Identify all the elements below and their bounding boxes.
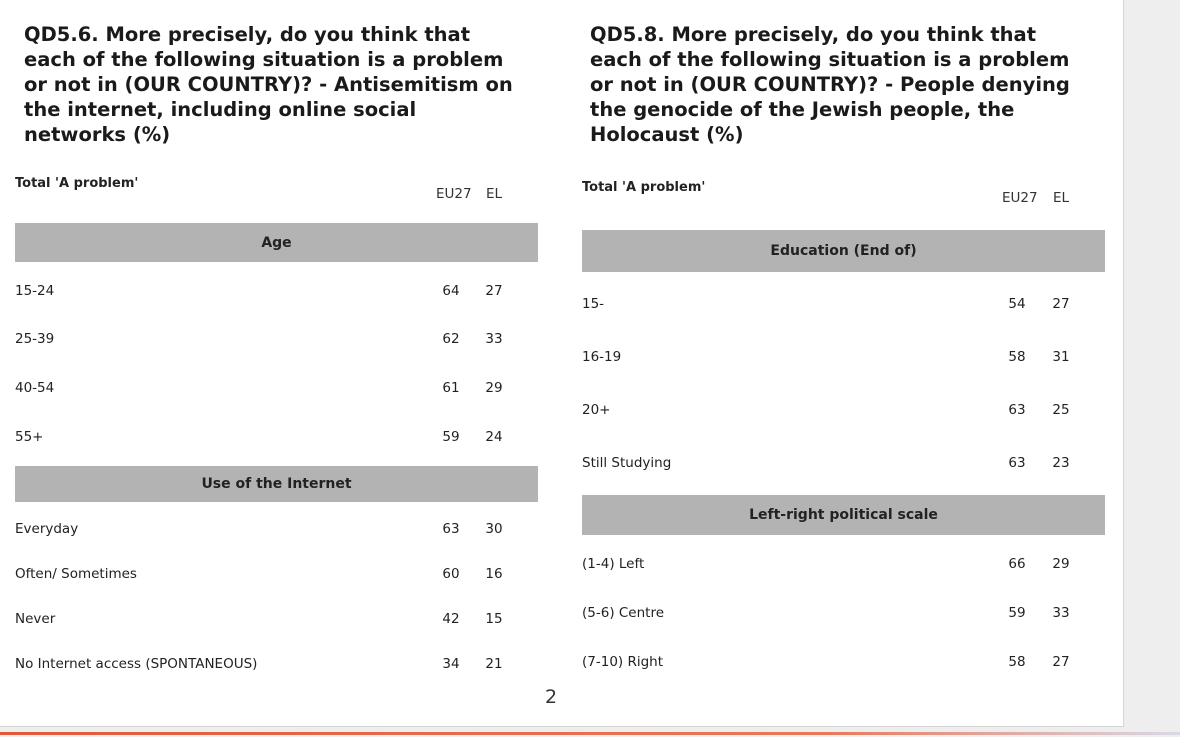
row-value-el: 27 (1052, 296, 1070, 312)
row-label: Everyday (15, 521, 79, 537)
row-value-el: 16 (485, 566, 503, 582)
row-value-eu27: 63 (1008, 402, 1026, 418)
table-row (15, 380, 538, 400)
table-row (15, 566, 538, 586)
right-col-header-el: EL (1052, 190, 1070, 206)
row-value-eu27: 64 (442, 283, 460, 299)
left-question-title: QD5.6. More precisely, do you think that each of the following situation is a problem or not in (OUR COUNTRY)? - Antisemitism on the internet, including online social networks (%) (24, 23, 513, 146)
row-value-el: 21 (485, 656, 503, 672)
row-value-eu27: 61 (442, 380, 460, 396)
row-value-eu27: 63 (442, 521, 460, 537)
left-total-label: Total 'A problem' (15, 176, 139, 191)
row-label: 16-19 (582, 349, 622, 365)
table-row (582, 455, 1105, 475)
row-value-eu27: 58 (1008, 349, 1026, 365)
page-number: 2 (545, 686, 558, 708)
table-row (582, 402, 1105, 422)
row-value-eu27: 34 (442, 656, 460, 672)
table-row (582, 556, 1105, 576)
row-value-el: 15 (485, 611, 503, 627)
row-value-eu27: 62 (442, 331, 460, 347)
table-row (582, 296, 1105, 316)
row-value-eu27: 59 (1008, 605, 1026, 621)
footer-accent-bar (0, 732, 1180, 735)
row-value-eu27: 66 (1008, 556, 1026, 572)
row-value-el: 27 (1052, 654, 1070, 670)
right-total-label: Total 'A problem' (582, 180, 706, 195)
row-label: (5-6) Centre (582, 605, 665, 621)
row-label: 25-39 (15, 331, 55, 347)
table-row (15, 611, 538, 631)
row-value-el: 29 (1052, 556, 1070, 572)
row-value-el: 33 (485, 331, 503, 347)
row-label: Often/ Sometimes (15, 566, 137, 582)
table-row (15, 521, 538, 541)
right-col-header-eu27: EU27 (1002, 190, 1038, 206)
row-label: No Internet access (SPONTANEOUS) (15, 656, 258, 672)
row-value-eu27: 54 (1008, 296, 1026, 312)
right-section-header-political-scale: Left-right political scale (582, 495, 1105, 535)
table-row (15, 283, 538, 303)
table-row (582, 605, 1105, 625)
row-value-el: 31 (1052, 349, 1070, 365)
row-label: 15-24 (15, 283, 55, 299)
row-label: 20+ (582, 402, 611, 418)
left-section-header-age: Age (15, 223, 538, 262)
row-value-el: 24 (485, 429, 503, 445)
table-row (15, 331, 538, 351)
right-section-header-education: Education (End of) (582, 230, 1105, 272)
row-label: 15- (582, 296, 605, 312)
table-row (582, 349, 1105, 369)
row-value-eu27: 63 (1008, 455, 1026, 471)
row-value-el: 33 (1052, 605, 1070, 621)
row-label: (7-10) Right (582, 654, 664, 670)
row-value-el: 23 (1052, 455, 1070, 471)
left-col-header-el: EL (485, 186, 503, 202)
table-row (15, 656, 538, 676)
table-row (582, 654, 1105, 674)
row-label: 55+ (15, 429, 44, 445)
row-label: 40-54 (15, 380, 55, 396)
row-label: (1-4) Left (582, 556, 645, 572)
row-value-el: 27 (485, 283, 503, 299)
left-col-header-eu27: EU27 (436, 186, 472, 202)
row-value-el: 30 (485, 521, 503, 537)
row-label: Never (15, 611, 56, 627)
left-section-header-internet: Use of the Internet (15, 466, 538, 502)
row-value-eu27: 58 (1008, 654, 1026, 670)
right-question-title: QD5.8. More precisely, do you think that each of the following situation is a problem or not in (OUR COUNTRY)? - People denying the genocide of the Jewish people, the Holocaust (%) (590, 23, 1070, 146)
row-value-eu27: 60 (442, 566, 460, 582)
row-label: Still Studying (582, 455, 672, 471)
row-value-el: 25 (1052, 402, 1070, 418)
table-row (15, 429, 538, 449)
row-value-eu27: 59 (442, 429, 460, 445)
row-value-eu27: 42 (442, 611, 460, 627)
row-value-el: 29 (485, 380, 503, 396)
